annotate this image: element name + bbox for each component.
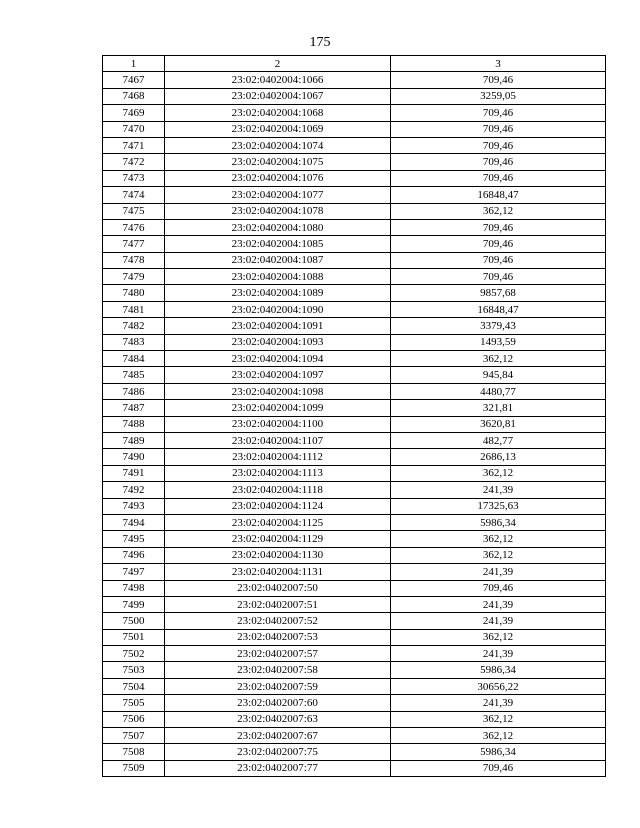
- table-row: [103, 170, 606, 186]
- value-cell: 241,39: [391, 695, 606, 711]
- cadastral-number-cell: 23:02:0402004:1080: [165, 219, 391, 235]
- table-row: [103, 580, 606, 596]
- cadastral-number-cell: 23:02:0402007:77: [165, 760, 391, 776]
- cadastral-number-cell: 23:02:0402007:57: [165, 646, 391, 662]
- value-cell: 241,39: [391, 564, 606, 580]
- value-cell: 1493,59: [391, 334, 606, 350]
- cadastral-number-cell: 23:02:0402007:52: [165, 613, 391, 629]
- row-number-cell: 7479: [103, 269, 165, 285]
- table-row: [103, 383, 606, 399]
- table-row: [103, 629, 606, 645]
- table-row: [103, 318, 606, 334]
- cadastral-number-cell: 23:02:0402004:1097: [165, 367, 391, 383]
- cadastral-number-cell: 23:02:0402004:1129: [165, 531, 391, 547]
- table-row: [103, 203, 606, 219]
- table-row: [103, 596, 606, 612]
- row-number-cell: 7490: [103, 449, 165, 465]
- value-cell: 709,46: [391, 170, 606, 186]
- row-number-cell: 7473: [103, 170, 165, 186]
- row-number-cell: 7494: [103, 514, 165, 530]
- row-number-cell: 7507: [103, 728, 165, 744]
- column-header-2: 2: [165, 56, 391, 72]
- cadastral-number-cell: 23:02:0402004:1107: [165, 432, 391, 448]
- cadastral-number-cell: 23:02:0402004:1075: [165, 154, 391, 170]
- row-number-cell: 7486: [103, 383, 165, 399]
- value-cell: 362,12: [391, 629, 606, 645]
- row-number-cell: 7482: [103, 318, 165, 334]
- table-row: [103, 531, 606, 547]
- table-row: [103, 400, 606, 416]
- cadastral-number-cell: 23:02:0402007:59: [165, 678, 391, 694]
- row-number-cell: 7503: [103, 662, 165, 678]
- value-cell: 362,12: [391, 531, 606, 547]
- table-row: [103, 219, 606, 235]
- value-cell: 709,46: [391, 236, 606, 252]
- row-number-cell: 7491: [103, 465, 165, 481]
- value-cell: 9857,68: [391, 285, 606, 301]
- value-cell: 709,46: [391, 154, 606, 170]
- table-row: [103, 236, 606, 252]
- row-number-cell: 7475: [103, 203, 165, 219]
- cadastral-number-cell: 23:02:0402004:1089: [165, 285, 391, 301]
- value-cell: 709,46: [391, 269, 606, 285]
- page-number: 175: [309, 35, 331, 50]
- table-row: [103, 269, 606, 285]
- row-number-cell: 7472: [103, 154, 165, 170]
- table-row: [103, 646, 606, 662]
- value-cell: 321,81: [391, 400, 606, 416]
- value-cell: 709,46: [391, 219, 606, 235]
- cadastral-number-cell: 23:02:0402004:1085: [165, 236, 391, 252]
- row-number-cell: 7502: [103, 646, 165, 662]
- value-cell: 709,46: [391, 121, 606, 137]
- table-header-row: [103, 56, 606, 72]
- value-cell: 241,39: [391, 596, 606, 612]
- table-body: [103, 72, 606, 777]
- table-row: [103, 285, 606, 301]
- cadastral-number-cell: 23:02:0402004:1077: [165, 187, 391, 203]
- table-row: [103, 432, 606, 448]
- row-number-cell: 7467: [103, 72, 165, 88]
- cadastral-number-cell: 23:02:0402004:1124: [165, 498, 391, 514]
- cadastral-number-cell: 23:02:0402007:53: [165, 629, 391, 645]
- row-number-cell: 7498: [103, 580, 165, 596]
- row-number-cell: 7476: [103, 219, 165, 235]
- value-cell: 709,46: [391, 580, 606, 596]
- table-row: [103, 711, 606, 727]
- cadastral-number-cell: 23:02:0402007:51: [165, 596, 391, 612]
- value-cell: 362,12: [391, 711, 606, 727]
- row-number-cell: 7509: [103, 760, 165, 776]
- table-row: [103, 334, 606, 350]
- value-cell: 5986,34: [391, 744, 606, 760]
- row-number-cell: 7508: [103, 744, 165, 760]
- cadastral-number-cell: 23:02:0402004:1131: [165, 564, 391, 580]
- cadastral-number-cell: 23:02:0402004:1090: [165, 301, 391, 317]
- value-cell: 3379,43: [391, 318, 606, 334]
- table-row: [103, 105, 606, 121]
- column-header-3: 3: [391, 56, 606, 72]
- table-row: [103, 88, 606, 104]
- row-number-cell: 7496: [103, 547, 165, 563]
- cadastral-number-cell: 23:02:0402007:75: [165, 744, 391, 760]
- row-number-cell: 7487: [103, 400, 165, 416]
- value-cell: 2686,13: [391, 449, 606, 465]
- table-row: [103, 514, 606, 530]
- value-cell: 5986,34: [391, 514, 606, 530]
- row-number-cell: 7483: [103, 334, 165, 350]
- cadastral-number-cell: 23:02:0402004:1076: [165, 170, 391, 186]
- column-header-1: 1: [103, 56, 165, 72]
- table-row: [103, 187, 606, 203]
- row-number-cell: 7478: [103, 252, 165, 268]
- cadastral-number-cell: 23:02:0402004:1118: [165, 482, 391, 498]
- cadastral-number-cell: 23:02:0402004:1125: [165, 514, 391, 530]
- row-number-cell: 7495: [103, 531, 165, 547]
- table-row: [103, 482, 606, 498]
- table-row: [103, 564, 606, 580]
- cadastral-number-cell: 23:02:0402007:58: [165, 662, 391, 678]
- row-number-cell: 7500: [103, 613, 165, 629]
- value-cell: 482,77: [391, 432, 606, 448]
- row-number-cell: 7497: [103, 564, 165, 580]
- row-number-cell: 7481: [103, 301, 165, 317]
- row-number-cell: 7506: [103, 711, 165, 727]
- cadastral-number-cell: 23:02:0402004:1093: [165, 334, 391, 350]
- table-row: [103, 367, 606, 383]
- table-row: [103, 416, 606, 432]
- table-row: [103, 154, 606, 170]
- table-row: [103, 695, 606, 711]
- table-header: [103, 56, 606, 72]
- cadastral-number-cell: 23:02:0402004:1068: [165, 105, 391, 121]
- cadastral-number-cell: 23:02:0402007:63: [165, 711, 391, 727]
- table-row: [103, 498, 606, 514]
- cadastral-number-cell: 23:02:0402004:1074: [165, 137, 391, 153]
- data-table: [102, 55, 606, 777]
- cadastral-number-cell: 23:02:0402004:1100: [165, 416, 391, 432]
- cadastral-number-cell: 23:02:0402004:1088: [165, 269, 391, 285]
- value-cell: 362,12: [391, 465, 606, 481]
- cadastral-number-cell: 23:02:0402007:67: [165, 728, 391, 744]
- value-cell: 3259,05: [391, 88, 606, 104]
- cadastral-number-cell: 23:02:0402004:1130: [165, 547, 391, 563]
- cadastral-number-cell: 23:02:0402007:60: [165, 695, 391, 711]
- table-row: [103, 744, 606, 760]
- value-cell: 362,12: [391, 547, 606, 563]
- row-number-cell: 7469: [103, 105, 165, 121]
- row-number-cell: 7504: [103, 678, 165, 694]
- value-cell: 241,39: [391, 482, 606, 498]
- row-number-cell: 7471: [103, 137, 165, 153]
- row-number-cell: 7470: [103, 121, 165, 137]
- row-number-cell: 7480: [103, 285, 165, 301]
- table-row: [103, 547, 606, 563]
- cadastral-number-cell: 23:02:0402004:1091: [165, 318, 391, 334]
- table-row: [103, 449, 606, 465]
- value-cell: 16848,47: [391, 187, 606, 203]
- value-cell: 709,46: [391, 252, 606, 268]
- cadastral-number-cell: 23:02:0402004:1078: [165, 203, 391, 219]
- value-cell: 17325,63: [391, 498, 606, 514]
- row-number-cell: 7499: [103, 596, 165, 612]
- value-cell: 945,84: [391, 367, 606, 383]
- table-row: [103, 613, 606, 629]
- table-row: [103, 72, 606, 88]
- row-number-cell: 7505: [103, 695, 165, 711]
- cadastral-number-cell: 23:02:0402004:1066: [165, 72, 391, 88]
- row-number-cell: 7501: [103, 629, 165, 645]
- value-cell: 30656,22: [391, 678, 606, 694]
- value-cell: 241,39: [391, 646, 606, 662]
- row-number-cell: 7488: [103, 416, 165, 432]
- cadastral-number-cell: 23:02:0402004:1099: [165, 400, 391, 416]
- cadastral-number-cell: 23:02:0402004:1113: [165, 465, 391, 481]
- value-cell: 709,46: [391, 72, 606, 88]
- value-cell: 362,12: [391, 203, 606, 219]
- row-number-cell: 7484: [103, 351, 165, 367]
- table-row: [103, 137, 606, 153]
- table-row: [103, 662, 606, 678]
- table-row: [103, 301, 606, 317]
- value-cell: 362,12: [391, 351, 606, 367]
- value-cell: 709,46: [391, 105, 606, 121]
- table-row: [103, 678, 606, 694]
- table-row: [103, 351, 606, 367]
- row-number-cell: 7468: [103, 88, 165, 104]
- cadastral-number-cell: 23:02:0402007:50: [165, 580, 391, 596]
- table-row: [103, 760, 606, 776]
- table-row: [103, 252, 606, 268]
- table-row: [103, 121, 606, 137]
- cadastral-number-cell: 23:02:0402004:1112: [165, 449, 391, 465]
- value-cell: 4480,77: [391, 383, 606, 399]
- value-cell: 709,46: [391, 760, 606, 776]
- value-cell: 16848,47: [391, 301, 606, 317]
- row-number-cell: 7493: [103, 498, 165, 514]
- value-cell: 3620,81: [391, 416, 606, 432]
- cadastral-number-cell: 23:02:0402004:1067: [165, 88, 391, 104]
- row-number-cell: 7489: [103, 432, 165, 448]
- value-cell: 241,39: [391, 613, 606, 629]
- cadastral-number-cell: 23:02:0402004:1069: [165, 121, 391, 137]
- row-number-cell: 7477: [103, 236, 165, 252]
- value-cell: 5986,34: [391, 662, 606, 678]
- table-row: [103, 728, 606, 744]
- row-number-cell: 7474: [103, 187, 165, 203]
- row-number-cell: 7492: [103, 482, 165, 498]
- cadastral-number-cell: 23:02:0402004:1098: [165, 383, 391, 399]
- row-number-cell: 7485: [103, 367, 165, 383]
- table-row: [103, 465, 606, 481]
- value-cell: 709,46: [391, 137, 606, 153]
- cadastral-number-cell: 23:02:0402004:1087: [165, 252, 391, 268]
- value-cell: 362,12: [391, 728, 606, 744]
- cadastral-number-cell: 23:02:0402004:1094: [165, 351, 391, 367]
